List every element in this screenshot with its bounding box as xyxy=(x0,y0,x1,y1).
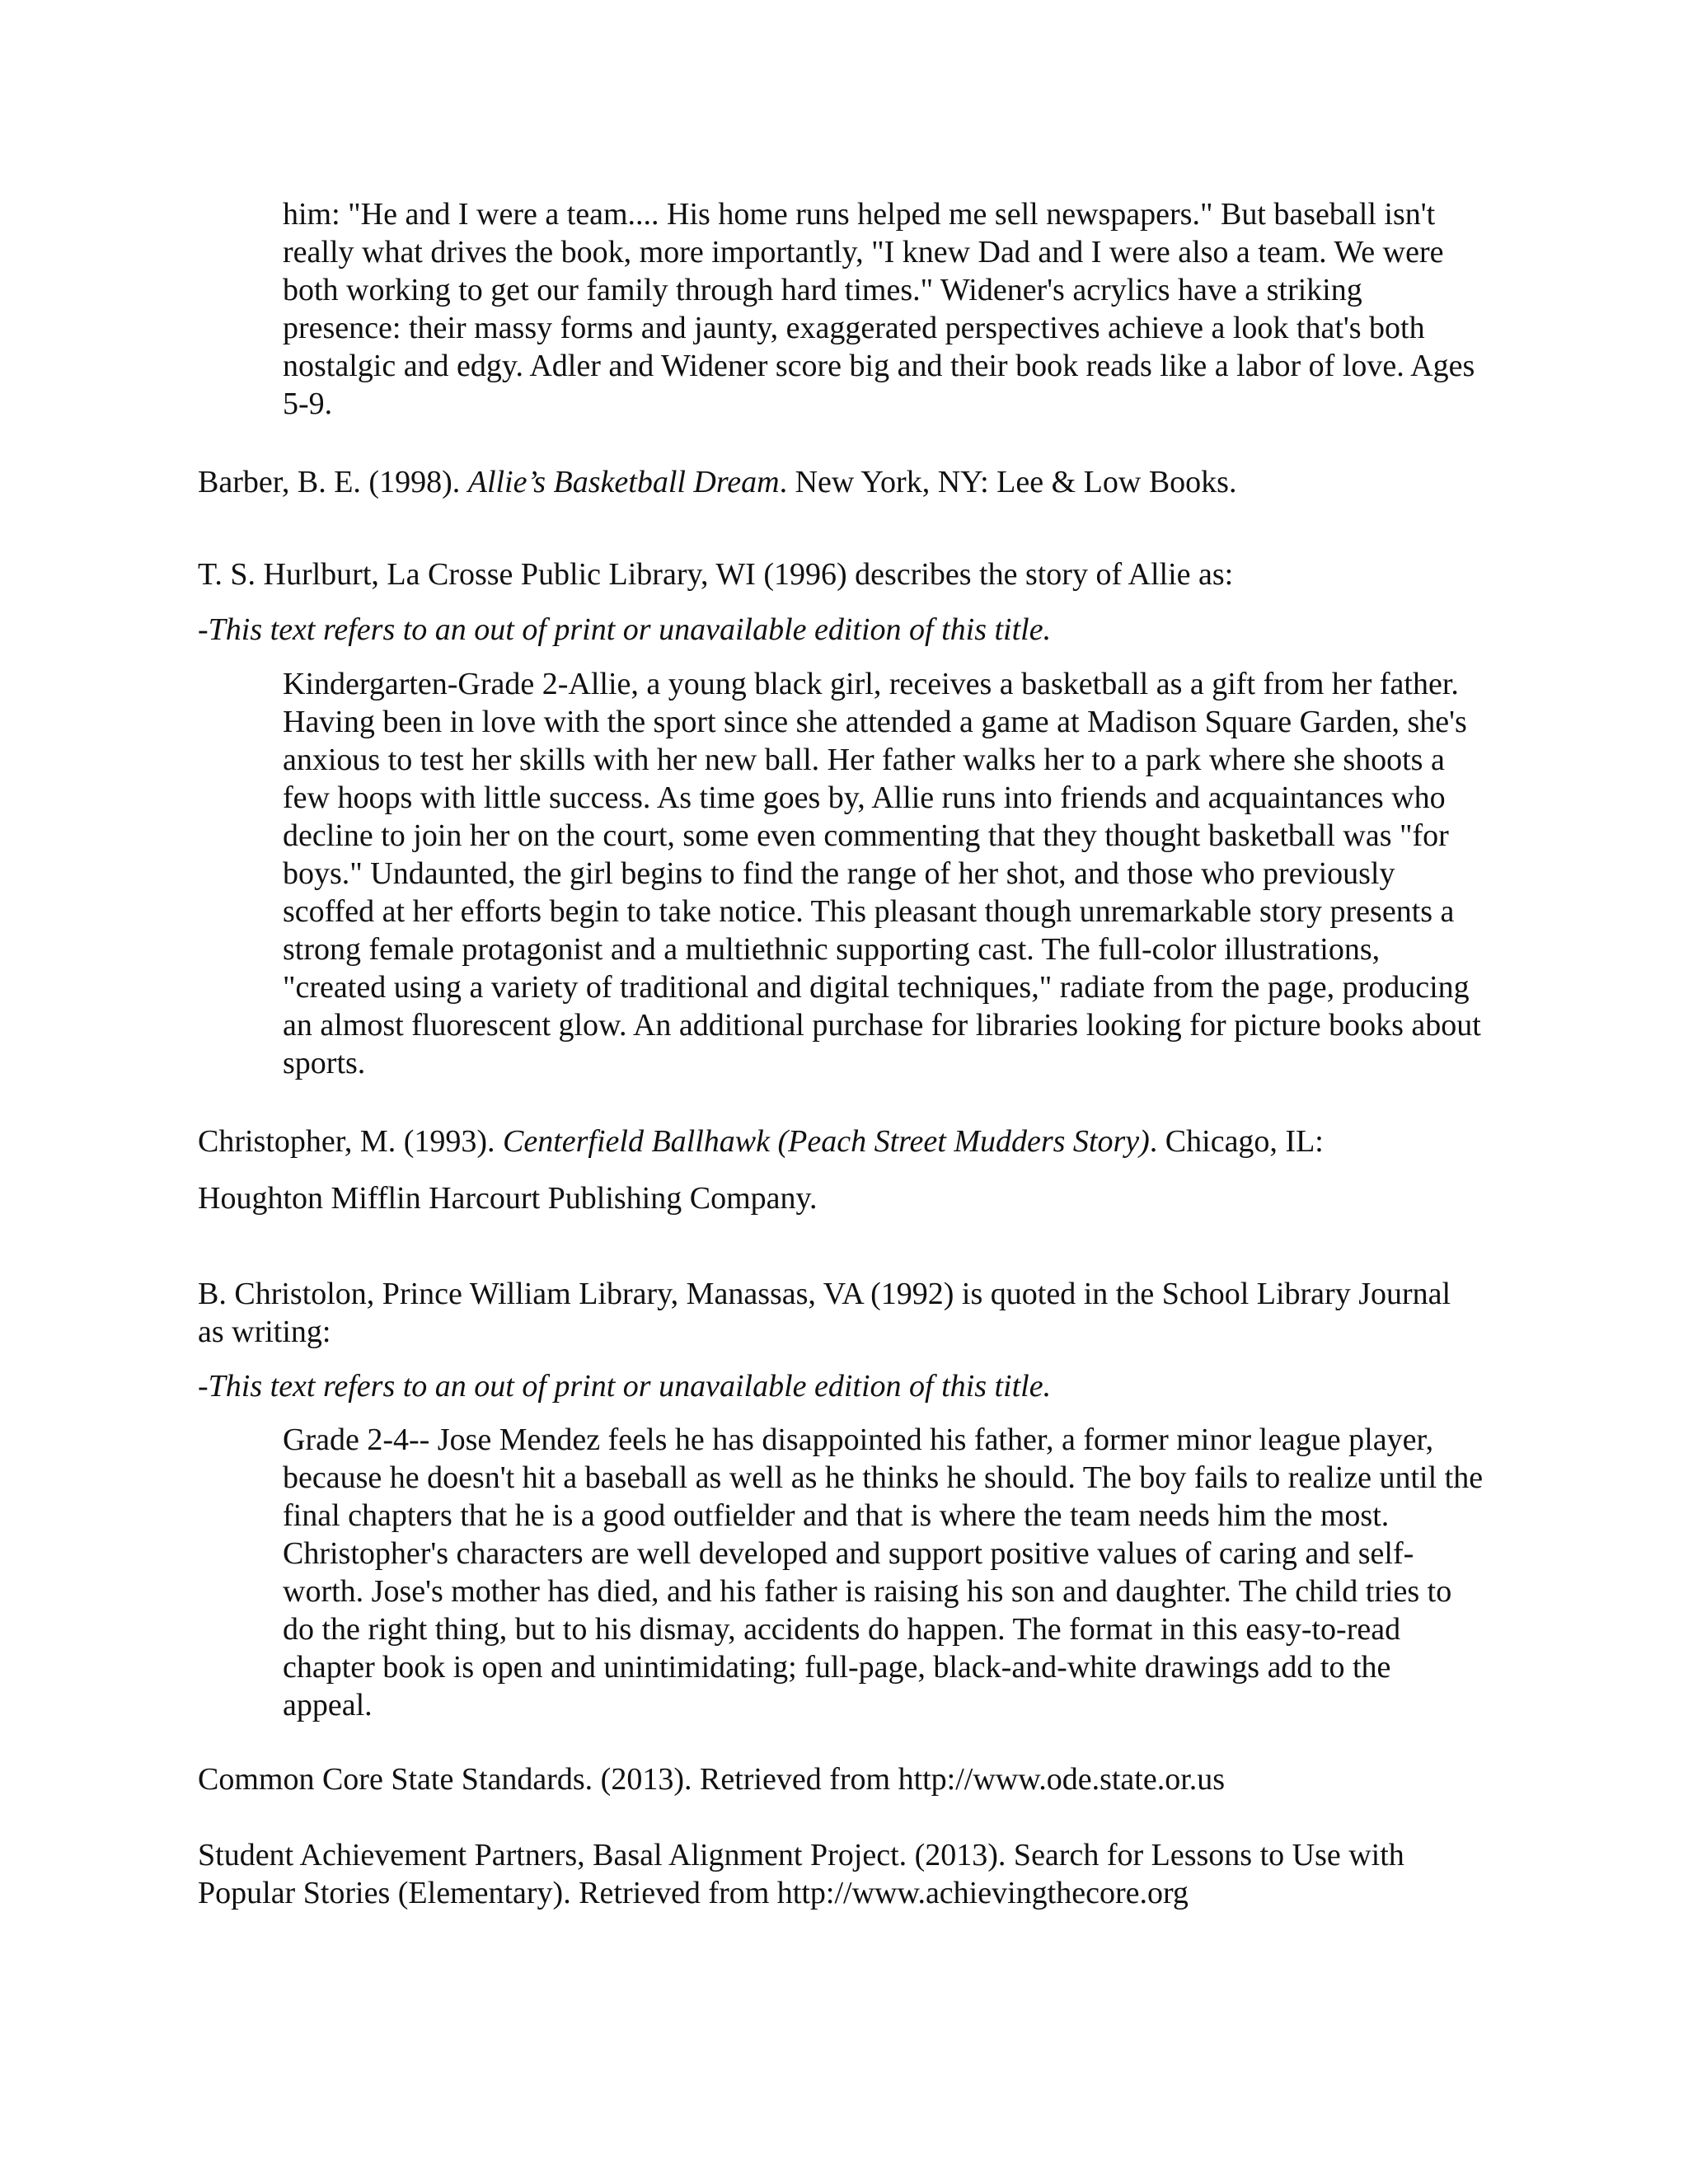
out-of-print-note-1: -This text refers to an out of print or unavailable edition of this title. xyxy=(198,612,1052,647)
reference-christopher xyxy=(198,1122,1484,1160)
reference-christopher-publisher-1: . Chicago, IL: xyxy=(1149,1124,1324,1159)
reference-barber-title: Allie’s Basketball Dream xyxy=(467,465,780,499)
reference-common-core: Common Core State Standards. (2013). Retrieved from http://www.ode.state.or.us xyxy=(198,1762,1226,1797)
reference-barber-publisher: . New York, NY: Lee & Low Books. xyxy=(779,465,1237,499)
reference-barber xyxy=(198,463,1484,501)
reference-barber-author: Barber, B. E. (1998). xyxy=(198,465,468,499)
hurlburt-intro: T. S. Hurlburt, La Crosse Public Library, WI (1996) describes the story of Allie as: xyxy=(198,557,1234,592)
reference-christopher-title: Centerfield Ballhawk (Peach Street Mudders Story) xyxy=(503,1124,1150,1159)
out-of-print-note-2: -This text refers to an out of print or unavailable edition of this title. xyxy=(198,1369,1052,1404)
reference-christopher-publisher-2: Houghton Mifflin Harcourt Publishing Company. xyxy=(198,1181,818,1216)
reference-christopher-author: Christopher, M. (1993). xyxy=(198,1124,503,1159)
quote-allie: Kindergarten-Grade 2-Allie, a young black girl, receives a basketball as a gift from her father. Having been in love with the sport since she attended a game at Madison Square Garden, she's anxious to test her skills with her new ball. Her father walks her to a park where she shoots a few hoops with little success. As time goes by, Allie runs into friends and acquaintances who decline to join her on the court, some even commenting that they thought basketball was "for boys." Undaunted, the girl begins to find the range of her shot, and those who previously scoffed at her efforts begin to take notice. This pleasant though unremarkable story presents a strong female protagonist and a multiethnic supporting cast. The full-color illustrations, "created using a variety of traditional and digital techniques," radiate from the page, producing an almost fluorescent glow. An additional purchase for libraries looking for picture books about sports. xyxy=(283,667,1481,1080)
quote-allie-continuation: him: "He and I were a team.... His home runs helped me sell newspapers." But baseball isn't really what drives the book, more importantly, "I knew Dad and I were also a team. We were both working to get our family through hard times." Widener's acrylics have a striking presence: their massy forms and jaunty, exaggerated perspectives achieve a look that's both nostalgic and edgy. Adler and Widener score big and their book reads like a labor of love. Ages 5-9. xyxy=(283,197,1475,421)
christolon-intro: B. Christolon, Prince William Library, Manassas, VA (1992) is quoted in the School Library Journal as writing: xyxy=(198,1277,1451,1349)
quote-jose: Grade 2-4-- Jose Mendez feels he has disappointed his father, a former minor league player, because he doesn't hit a baseball as well as he thinks he should. The boy fails to realize until the final chapters that he is a good outfielder and that is where the team needs him the most. Christopher's characters are well developed and support positive values of caring and self-worth. Jose's mother has died, and his father is raising his son and daughter. The child tries to do the right thing, but to his dismay, accidents do happen. The format in this easy-to-read chapter book is open and unintimidating; full-page, black-and-white drawings add to the appeal. xyxy=(283,1422,1484,1722)
reference-student-achievement: Student Achievement Partners, Basal Alignment Project. (2013). Search for Lessons to Use with Popular Stories (Elementary). Retrieved from http://www.achievingthecore.org xyxy=(198,1838,1404,1910)
